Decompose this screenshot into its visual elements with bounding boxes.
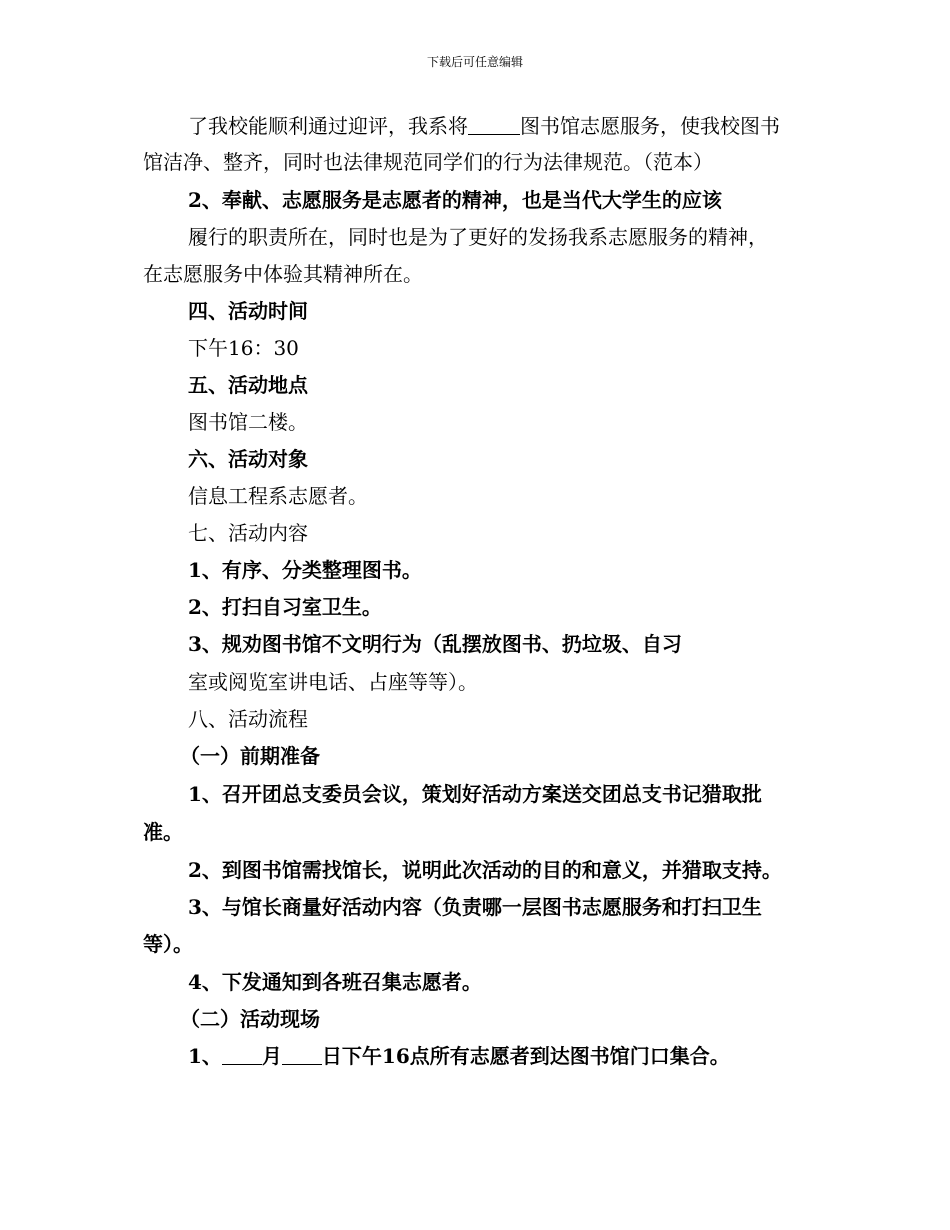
list-item: 1、有序、分类整理图书。 xyxy=(188,558,422,582)
section-title: 四、活动时间 xyxy=(188,299,308,323)
list-item: 2、打扫自习室卫生。 xyxy=(188,595,382,619)
page-header-note: 下载后可任意编辑 xyxy=(426,55,523,69)
list-item: 1、召开团总支委员会议，策划好活动方案送交团总支书记猎取批 xyxy=(188,782,762,806)
section-title: 五、活动地点 xyxy=(188,373,308,397)
section-title: 六、活动对象 xyxy=(188,447,308,471)
fill-blank xyxy=(222,1044,262,1065)
body-line: 履行的职责所在，同时也是为了更好的发扬我系志愿服务的精神， xyxy=(188,225,768,249)
body-line: 了我校能顺利通过迎评，我系将 图书馆志愿服务，使我校图书 xyxy=(188,114,780,138)
body-line: 馆洁净、整齐，同时也法律规范同学们的行为法律规范。（范本） xyxy=(143,150,713,174)
list-item: 1、 月 日下午16点所有志愿者到达图书馆门口集合。 xyxy=(188,1044,730,1068)
list-item: 3、规劝图书馆不文明行为（乱摆放图书、扔垃圾、自习 xyxy=(188,632,682,656)
section-body: 信息工程系志愿者。 xyxy=(188,484,368,508)
section-title: 八、活动流程 xyxy=(188,707,308,731)
subsection-title: （一）前期准备 xyxy=(180,744,320,768)
subsection-title: （二）活动现场 xyxy=(180,1007,320,1031)
list-item: 3、与馆长商量好活动内容（负责哪一层图书志愿服务和打扫卫生 xyxy=(188,895,762,919)
body-line-bold: 2、奉献、志愿服务是志愿者的精神，也是当代大学生的应该 xyxy=(188,188,722,212)
list-item-continued: 等）。 xyxy=(143,932,193,956)
list-item-continued: 室或阅览室讲电话、占座等等）。 xyxy=(188,670,478,694)
list-item: 4、下发通知到各班召集志愿者。 xyxy=(188,970,482,994)
fill-blank xyxy=(468,114,520,135)
section-body: 下午16：30 xyxy=(188,336,299,360)
section-title: 七、活动内容 xyxy=(188,521,308,545)
fill-blank xyxy=(282,1044,322,1065)
body-line: 在志愿服务中体验其精神所在。 xyxy=(143,262,423,286)
section-body: 图书馆二楼。 xyxy=(188,410,308,434)
list-item: 2、到图书馆需找馆长，说明此次活动的目的和意义，并猎取支持。 xyxy=(188,858,782,882)
list-item-continued: 准。 xyxy=(143,820,183,844)
